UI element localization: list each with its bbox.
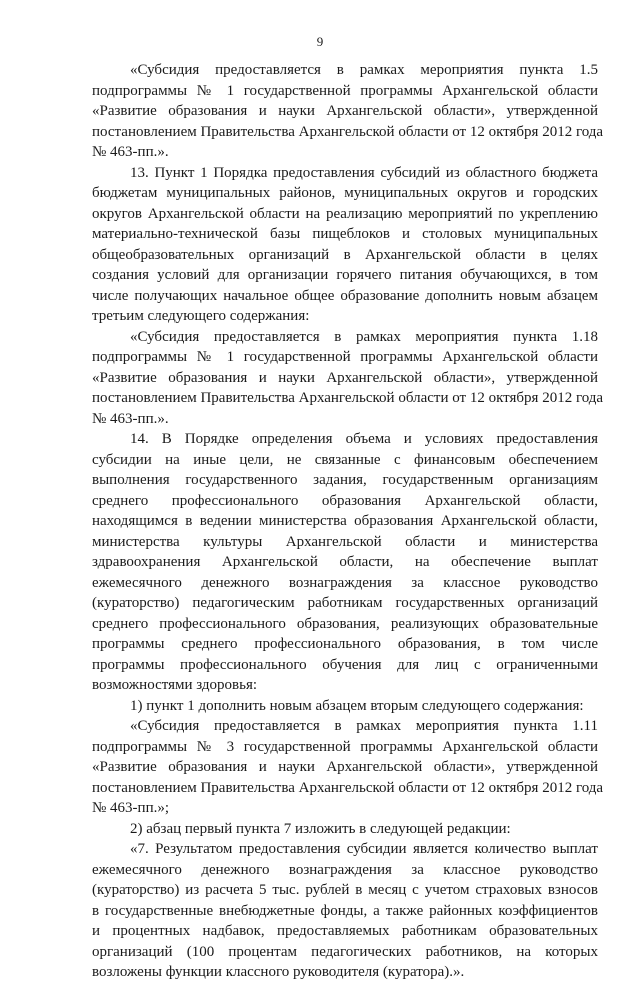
- text-line: организаций (100 процентам педагогических работников, на которых: [92, 943, 598, 960]
- text-line: выполнения государственного задания, государственным организациям: [92, 472, 598, 488]
- text-line: постановлением Правительства Архангельской области от 12 октября 2012 года: [92, 123, 604, 140]
- text-line: третьим следующего содержания:: [92, 308, 310, 324]
- text-line: числе получающих начальное общее образование дополнить новым абзацем: [92, 287, 598, 304]
- text-line: возложены функции классного руководителя (куратора).».: [92, 964, 465, 980]
- text-line: (кураторство) из расчета 5 тыс. рублей в месяц с учетом страховых взносов: [92, 882, 598, 898]
- text-line: ежемесячного денежного вознаграждения за классное руководство: [92, 574, 598, 591]
- text-line: № 463-пп.»;: [92, 800, 170, 816]
- text-line: округов Архангельской области на реализацию мероприятий по укреплению: [92, 205, 598, 222]
- text-line: 2) абзац первый пункта 7 изложить в следующей редакции:: [130, 820, 511, 837]
- text-line: 1) пункт 1 дополнить новым абзацем вторым следующего содержания:: [130, 697, 584, 714]
- text-line: и процентных надбавок, предоставляемых работникам образовательных: [92, 923, 598, 939]
- document-body: [92, 60, 604, 983]
- text-line: подпрограммы № 1 государственной программы Архангельской области: [92, 82, 598, 99]
- text-line: 13. Пункт 1 Порядка предоставления субсидий из областного бюджета: [130, 164, 598, 181]
- text-line: общеобразовательных организаций в Архангельской области в целях: [92, 246, 598, 263]
- text-line: «Развитие образования и науки Архангельской области», утвержденной: [92, 103, 598, 119]
- page-number: 9: [316, 34, 324, 49]
- text-line: программы профессионального обучения для лиц с ограниченными: [92, 656, 598, 673]
- text-line: возможностями здоровья:: [92, 677, 258, 693]
- text-line: (кураторство) педагогическим работникам государственных организаций: [92, 595, 598, 611]
- text-line: среднего профессионального образования Архангельской области,: [92, 492, 598, 509]
- text-line: постановлением Правительства Архангельской области от 12 октября 2012 года: [92, 390, 604, 406]
- text-line: постановлением Правительства Архангельской области от 12 октября 2012 года: [92, 779, 604, 796]
- text-line: подпрограммы № 3 государственной программы Архангельской области: [92, 738, 598, 755]
- text-line: материально-технической базы пищеблоков и столовых муниципальных: [92, 226, 598, 242]
- text-line: здравоохранения Архангельской области, на обеспечение выплат: [92, 554, 598, 570]
- text-line: программы среднего профессионального образования, в том числе: [92, 636, 598, 652]
- text-line: «Развитие образования и науки Архангельской области», утвержденной: [92, 369, 598, 386]
- text-line: субсидии на иные цели, не связанные с финансовым обеспечением: [92, 451, 598, 468]
- text-line: в государственные внебюджетные фонды, а также районных коэффициентов: [92, 902, 598, 919]
- text-line: «7. Результатом предоставления субсидии является количество выплат: [130, 841, 598, 857]
- text-line: «Субсидия предоставляется в рамках мероприятия пункта 1.11: [130, 718, 598, 734]
- text-line: ежемесячного денежного вознаграждения за классное руководство: [92, 861, 598, 878]
- text-line: подпрограммы № 1 государственной программы Архангельской области: [92, 349, 598, 365]
- text-line: «Субсидия предоставляется в рамках мероприятия пункта 1.18: [130, 328, 598, 345]
- text-line: «Субсидия предоставляется в рамках мероприятия пункта 1.5: [130, 62, 598, 78]
- text-line: министерства культуры Архангельской области и министерства: [92, 533, 598, 550]
- text-line: № 463-пп.».: [92, 144, 169, 160]
- text-line: создания условий для организации горячего питания обучающихся, в том: [92, 267, 598, 283]
- text-line: среднего профессионального образования, реализующих образовательные: [92, 615, 598, 632]
- text-line: 14. В Порядке определения объема и условиях предоставления: [130, 431, 598, 447]
- text-line: № 463-пп.».: [92, 410, 169, 427]
- text-line: «Развитие образования и науки Архангельской области», утвержденной: [92, 759, 598, 775]
- text-line: бюджетам муниципальных районов, муниципальных округов и городских: [92, 185, 598, 201]
- text-line: находящимся в ведении министерства образования Архангельской области,: [92, 513, 598, 529]
